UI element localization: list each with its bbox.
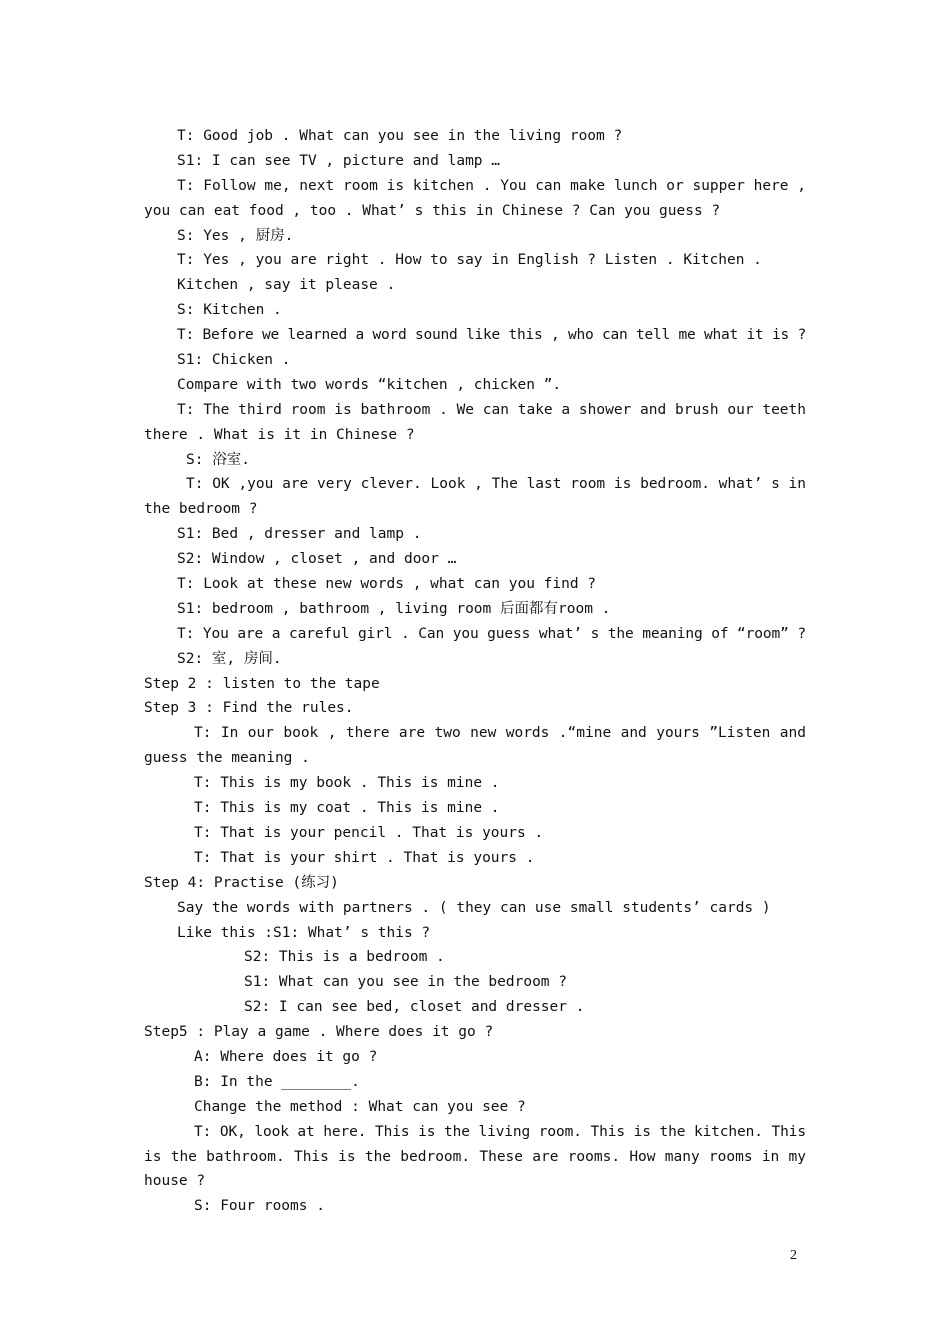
text-line: S: Yes , 厨房. <box>177 227 294 244</box>
text-line: T: This is my book . This is mine . <box>194 775 500 792</box>
text-line: S: Four rooms . <box>194 1198 325 1215</box>
text-line: S1: I can see TV , picture and lamp … <box>177 152 501 169</box>
text-line: Compare with two words “kitchen , chicken ”. <box>177 376 562 393</box>
text-line: T: The third room is bathroom . We can take a shower and brush our teeth <box>177 401 806 418</box>
text-line: S2: This is a bedroom . <box>244 949 445 966</box>
text-line: S1: Chicken . <box>177 352 291 369</box>
text-line: there . What is it in Chinese ? <box>144 426 415 443</box>
text-line: S1: Bed , dresser and lamp . <box>177 526 422 543</box>
step-heading: Step 4: Practise (练习) <box>144 874 339 891</box>
text-line: house ? <box>144 1173 206 1190</box>
step-heading: Step 2 : listen to the tape <box>144 675 380 692</box>
text-line: T: OK ,you are very clever. Look , The last room is bedroom. what’ s in <box>186 476 806 493</box>
text-line: S2: I can see bed, closet and dresser . <box>244 999 585 1016</box>
text-line: guess the meaning . <box>144 750 310 767</box>
text-line: S2: 室, 房间. <box>177 650 282 667</box>
text-line: B: In the ________. <box>194 1073 360 1090</box>
text-line: you can eat food , too . What’ s this in Chinese ? Can you guess ? <box>144 202 721 219</box>
text-line: Say the words with partners . ( they can use small students’ cards ) <box>177 899 771 916</box>
text-line: T: That is your pencil . That is yours . <box>194 824 544 841</box>
text-line: T: In our book , there are two new words .“mine and yours ”Listen and <box>194 725 806 742</box>
text-line: T: This is my coat . This is mine . <box>194 800 500 817</box>
text-line: T: Yes , you are right . How to say in English ? Listen . Kitchen . <box>177 252 762 269</box>
text-line: T: Follow me, next room is kitchen . You can make lunch or supper here , <box>177 177 806 194</box>
step-heading: Step 3 : Find the rules. <box>144 700 354 717</box>
text-line: is the bathroom. This is the bedroom. These are rooms. How many rooms in my <box>144 1148 806 1165</box>
text-line: S: Kitchen . <box>177 302 282 319</box>
text-line: S2: Window , closet , and door … <box>177 551 457 568</box>
text-line: A: Where does it go ? <box>194 1048 378 1065</box>
text-line: Change the method : What can you see ? <box>194 1098 526 1115</box>
lesson-text <box>0 124 950 1219</box>
text-line: T: OK, look at here. This is the living room. This is the kitchen. This <box>194 1123 806 1140</box>
text-line: S1: bedroom , bathroom , living room 后面都有room . <box>177 600 611 617</box>
text-line: T: That is your shirt . That is yours . <box>194 849 535 866</box>
text-line: S1: What can you see in the bedroom ? <box>244 974 568 991</box>
text-line: Kitchen , say it please . <box>177 277 396 294</box>
page-number: 2 <box>790 1248 797 1263</box>
text-line: T: You are a careful girl . Can you guess what’ s the meaning of “room” ? <box>177 625 806 642</box>
text-line: the bedroom ? <box>144 501 258 518</box>
step-heading: Step5 : Play a game . Where does it go ? <box>144 1024 494 1041</box>
text-line: T: Look at these new words , what can you find ? <box>177 576 597 593</box>
text-line: Like this :S1: What’ s this ? <box>177 924 431 941</box>
text-line: T: Before we learned a word sound like this , who can tell me what it is ? <box>177 327 806 344</box>
text-line: S: 浴室. <box>186 451 250 468</box>
text-line: T: Good job . What can you see in the living room ? <box>177 128 623 144</box>
